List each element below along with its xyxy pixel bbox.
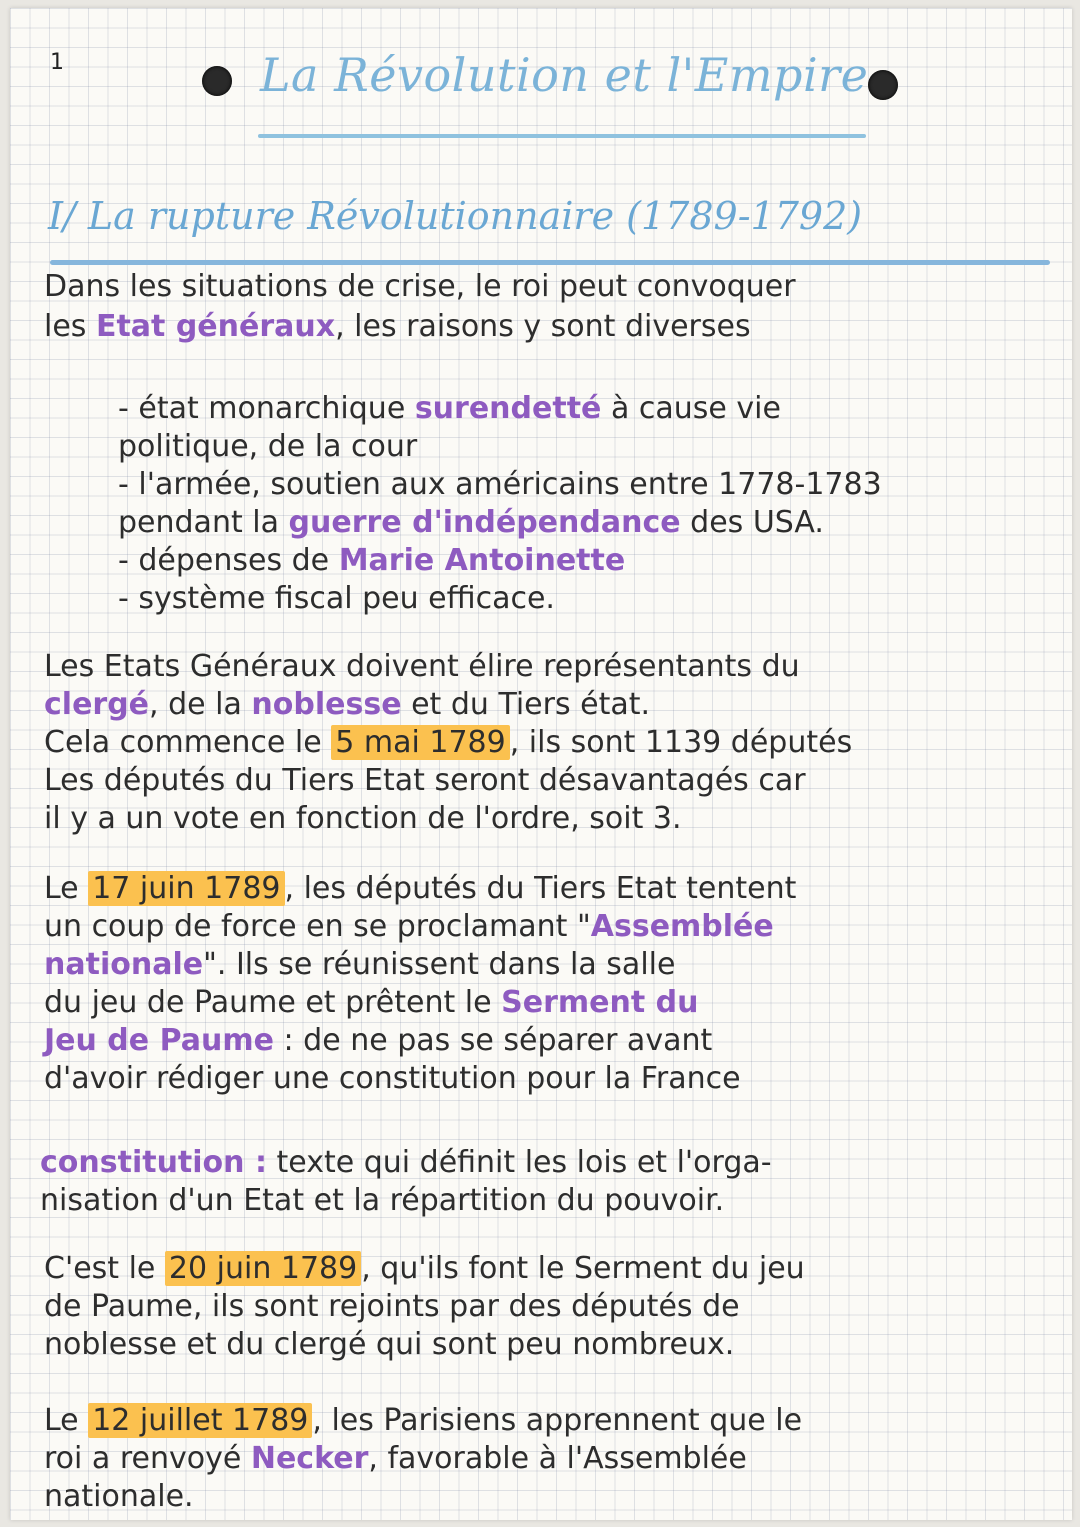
list-item: - l'armée, soutien aux américains entre 1778-1783 — [118, 467, 882, 502]
bullet-text: - état monarchique — [118, 391, 406, 426]
july12-line-2 — [44, 1440, 747, 1478]
june20-text: , qu'ils font le Serment du jeu — [361, 1251, 805, 1286]
june17-text: Le — [44, 871, 79, 906]
july12-text: , favorable à l'Assemblée — [368, 1441, 747, 1476]
estates-line-2 — [44, 686, 650, 724]
bullet-text: des USA. — [690, 505, 824, 540]
june20-line-3: noblesse et du clergé qui sont peu nombreux. — [44, 1327, 735, 1362]
keyword-clerge: clergé — [44, 687, 150, 722]
estates-text: , ils sont 1139 députés — [509, 725, 853, 760]
date-highlight: 5 mai 1789 — [331, 725, 509, 760]
definition-text: texte qui définit les lois et l'orga- — [276, 1145, 772, 1180]
binder-hole-left — [202, 66, 232, 96]
estates-text: , de la — [149, 687, 242, 722]
june17-text: , les députés du Tiers Etat tentent — [284, 871, 797, 906]
intro-line-2 — [44, 308, 751, 346]
july12-text: Le — [44, 1403, 79, 1438]
estates-line-5: il y a un vote en fonction de l'ordre, soit 3. — [44, 801, 682, 836]
july12-line-3: nationale. — [44, 1479, 194, 1514]
notebook-page — [10, 8, 1072, 1520]
june17-text: ". Ils se réunissent dans la salle — [203, 947, 676, 982]
july12-text: , les Parisiens apprennent que le — [312, 1403, 803, 1438]
bullet-text: pendant la — [118, 505, 279, 540]
list-item — [118, 390, 882, 428]
july12-line-1 — [44, 1402, 802, 1440]
section-underline — [50, 260, 1050, 265]
title-underline — [258, 134, 866, 138]
june17-line-3 — [44, 946, 675, 984]
keyword-constitution: constitution : — [40, 1145, 267, 1180]
keyword-etats-generaux: Etat généraux — [95, 309, 336, 344]
june17-text: : de ne pas se séparer avant — [283, 1023, 713, 1058]
june17-line-6: d'avoir rédiger une constitution pour la France — [44, 1061, 741, 1096]
keyword-jeu-de-paume: Jeu de Paume — [44, 1023, 274, 1058]
june17-line-1 — [44, 870, 796, 908]
keyword-necker: Necker — [250, 1441, 369, 1476]
list-item — [118, 542, 882, 580]
keyword-noblesse: noblesse — [251, 687, 402, 722]
june17-text: du jeu de Paume et prêtent le — [44, 985, 492, 1020]
section-heading: I/ La rupture Révolutionnaire (1789-1792) — [48, 194, 863, 238]
june20-text: C'est le — [44, 1251, 156, 1286]
keyword-nationale: nationale — [44, 947, 204, 982]
bullet-text: à cause vie — [610, 391, 781, 426]
july12-text: roi a renvoyé — [44, 1441, 242, 1476]
page-title: La Révolution et l'Empire — [260, 48, 869, 102]
date-highlight: 12 juillet 1789 — [88, 1403, 312, 1438]
list-item — [118, 504, 882, 542]
estates-line-3 — [44, 724, 852, 762]
keyword-guerre-independance: guerre d'indépendance — [288, 505, 681, 540]
june20-line-1 — [44, 1250, 805, 1288]
estates-line-1: Les Etats Généraux doivent élire représentants du — [44, 649, 800, 684]
page-number: 1 — [50, 50, 64, 75]
estates-text: et du Tiers état. — [411, 687, 651, 722]
june17-line-4 — [44, 984, 698, 1022]
definition-line-1 — [40, 1144, 772, 1182]
bullet-text: - dépenses de — [118, 543, 330, 578]
keyword-serment-du: Serment du — [501, 985, 699, 1020]
estates-line-4: Les députés du Tiers Etat seront désavantagés car — [44, 763, 806, 798]
keyword-assemblee: Assemblée — [590, 909, 774, 944]
list-item: politique, de la cour — [118, 429, 418, 464]
june17-line-2 — [44, 908, 774, 946]
date-highlight: 20 juin 1789 — [165, 1251, 361, 1286]
intro-line-1: Dans les situations de crise, le roi peut convoquer — [44, 269, 796, 304]
june17-text: un coup de force en se proclamant " — [44, 909, 591, 944]
intro-text: les — [44, 309, 87, 344]
list-item: - système fiscal peu efficace. — [118, 581, 555, 616]
intro-text: , les raisons y sont diverses — [335, 309, 751, 344]
june20-line-2: de Paume, ils sont rejoints par des députés de — [44, 1289, 740, 1324]
binder-hole-right — [868, 70, 898, 100]
definition-line-2: nisation d'un Etat et la répartition du pouvoir. — [40, 1183, 725, 1218]
keyword-marie-antoinette: Marie Antoinette — [338, 543, 626, 578]
causes-list — [118, 390, 882, 618]
june17-line-5 — [44, 1022, 712, 1060]
estates-text: Cela commence le — [44, 725, 322, 760]
keyword-surendette: surendetté — [414, 391, 602, 426]
date-highlight: 17 juin 1789 — [88, 871, 284, 906]
